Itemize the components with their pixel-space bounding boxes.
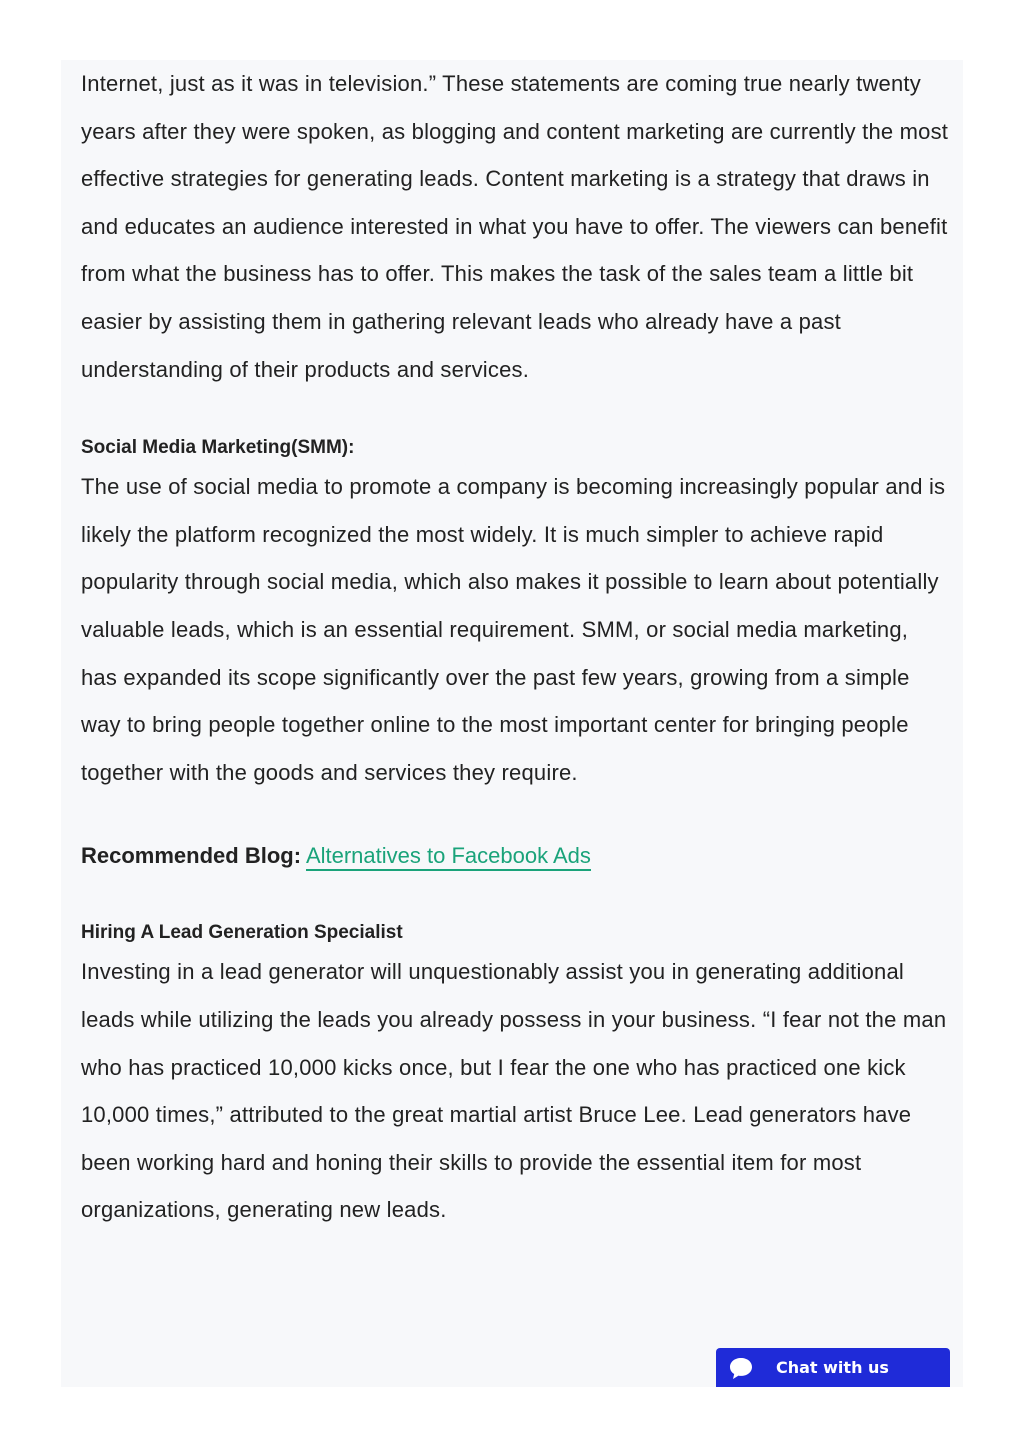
recommended-blog [81,836,949,876]
chat-bubble-icon [728,1355,754,1381]
article-card [61,60,963,1387]
chat-label: Chat with us [776,1358,889,1377]
intro-paragraph: Internet, just as it was in television.” These statements are coming true nearly twenty years after they were spoken, as blogging and content marketing are currently the most effective strategies for generating leads. Content marketing is a strategy that draws in and educates an audience interested in what you have to offer. The viewers can benefit from what the business has to offer. This makes the task of the sales team a little bit easier by assisting them in gathering relevant leads who already have a past understanding of their products and services. [81,71,949,382]
recommended-blog-label: Recommended Blog: [81,843,302,869]
hiring-heading: Hiring A Lead Generation Specialist [81,922,403,944]
smm-paragraph: The use of social media to promote a company is becoming increasingly popular and is likely the platform recognized the most widely. It is much simpler to achieve rapid popularity through social media, which also makes it possible to learn about potentially valuable leads, which is an essential requirement. SMM, or social media marketing, has expanded its scope significantly over the past few years, growing from a simple way to bring people together online to the most important center for bringing people together with the goods and services they require. [81,474,946,785]
recommended-blog-link[interactable]: Alternatives to Facebook Ads [306,843,591,871]
smm-heading: Social Media Marketing(SMM): [81,437,355,459]
article-content [81,60,949,1234]
chat-with-us-button[interactable] [716,1348,950,1387]
hiring-paragraph: Investing in a lead generator will unquestionably assist you in generating additional leads while utilizing the leads you already possess in your business. “I fear not the man who has practiced 10,000 kicks once, but I fear the one who has practiced one kick 10,000 times,” attributed to the great martial artist Bruce Lee. Lead generators have been working hard and honing their skills to provide the essential item for most organizations, generating new leads. [81,959,947,1223]
